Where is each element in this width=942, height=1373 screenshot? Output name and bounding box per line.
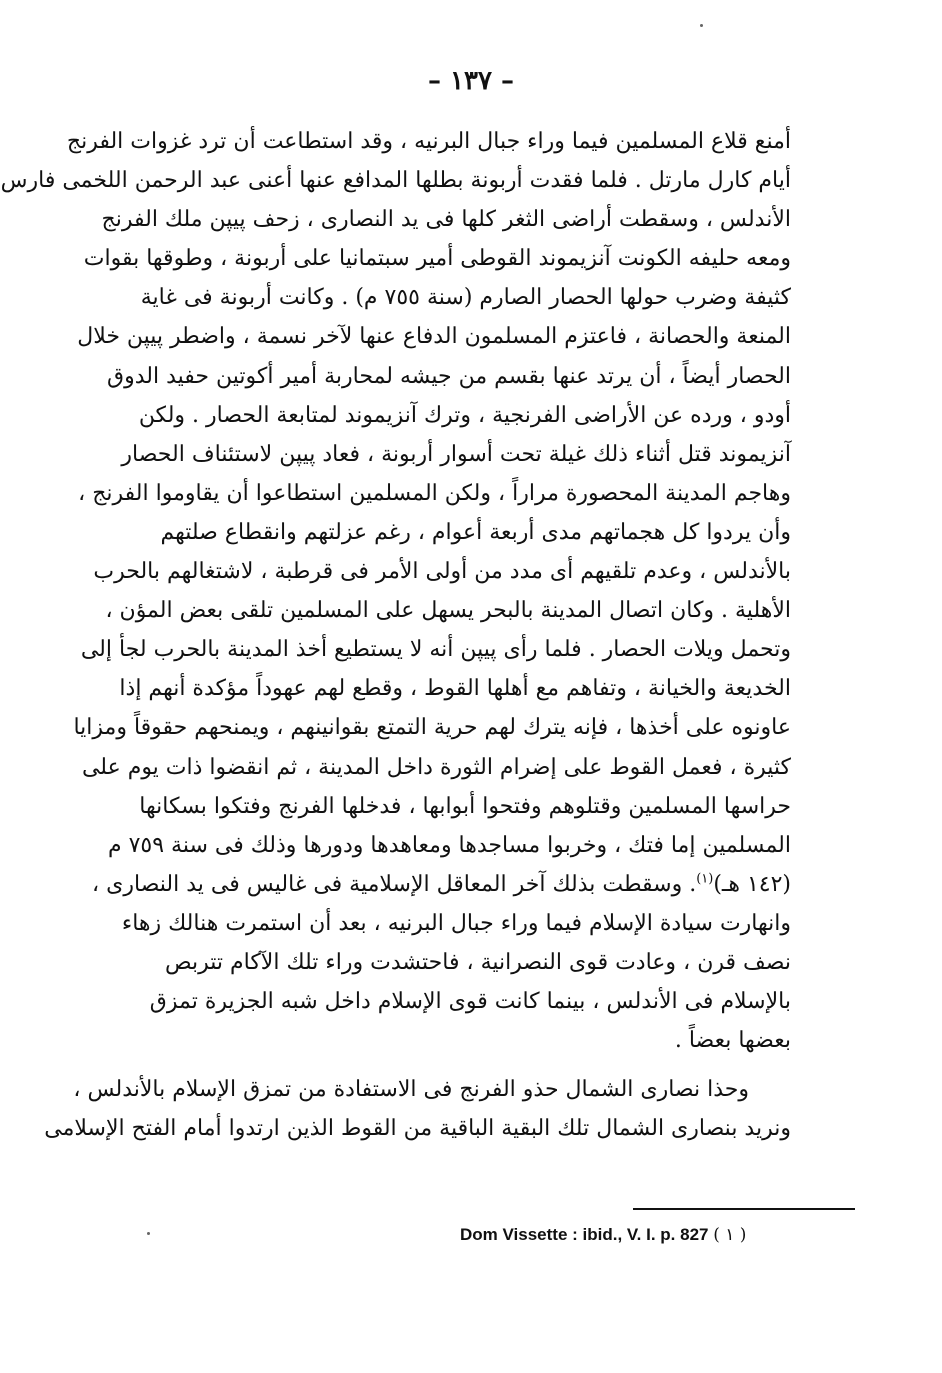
- paragraph-gap: [165, 1060, 791, 1070]
- scan-speck: [147, 1232, 150, 1235]
- text-line: أمنع قلاع المسلمين فيما وراء جبال البرنيه ، وقد استطاعت أن ترد غزوات الفرنج: [66, 129, 791, 154]
- text-line: بعضها بعضاً .: [674, 1028, 791, 1054]
- text-line: المسلمين إما فتك ، وخربوا مساجدها ومعاهدها ودورها وذلك فى سنة ٧٥٩ م: [107, 832, 791, 858]
- text-line: أودو ، ورده عن الأراضى الفرنجية ، وترك آنزيموند لمتابعة الحصار . ولكن: [138, 402, 791, 428]
- hijri-date: (١٤٢ هـ): [713, 871, 791, 897]
- text-line: كثيرة ، فعمل القوط على إضرام الثورة داخل المدينة ، ثم انقضوا ذات يوم على: [81, 754, 791, 780]
- text-line: وأن يردوا كل هجماتهم مدى أربعة أعوام ، رغم عزلتهم وانقطاع صلتهم: [160, 519, 791, 545]
- text-line: الحصار أيضاً ، أن يرتد عنها بقسم من جيشه لمحاربة أمير أكوتين حفيد الدوق: [107, 363, 791, 389]
- text-line: الأهلية . وكان اتصال المدينة بالبحر يسهل على المسلمين تلقى بعض المؤن ،: [105, 598, 791, 624]
- text-line: المنعة والحصانة ، فاعتزم المسلمون الدفاع عنها لآخر نسمة ، واضطر پيپن خلال: [77, 324, 791, 350]
- text-line: الخديعة والخيانة ، وتفاهم مع أهلها القوط ، وقطع لهم عهوداً مؤكدة أنهم إذا: [119, 676, 791, 702]
- text-line: عاونوه على أخذها ، فإنه يترك لهم حرية التمتع بقوانينهم ، ويمنحهم حقوقاً ومزايا: [73, 715, 791, 741]
- text-line: وهاجم المدينة المحصورة مراراً ، ولكن المسلمين استطاعوا أن يقاوموا الفرنج ،: [78, 480, 791, 506]
- text-line: ومعه حليفه الكونت آنزيموند القوطى أمير سبتمانيا على أربونة ، وطوقها بقوات: [83, 246, 791, 272]
- page-number: – ١٣٧ –: [427, 66, 515, 96]
- text-line: ونريد بنصارى الشمال تلك البقية الباقية من القوط الذين ارتدوا أمام الفتح الإسلامى: [44, 1116, 791, 1142]
- text-line: وحذا نصارى الشمال حذو الفرنج فى الاستفادة من تمزق الإسلام بالأندلس ،: [73, 1077, 749, 1103]
- scan-speck: [700, 24, 703, 27]
- text-line: أيام كارل مارتل . فلما فقدت أربونة بطلها المدافع عنها أعنى عبد الرحمن اللخمى فارس: [0, 168, 791, 194]
- footnote-citation: Dom Vissette : ibid., V. I. p. 827: [460, 1225, 709, 1244]
- footnote: [460, 1225, 860, 1245]
- text-line: آنزيموند قتل أثناء ذلك غيلة تحت أسوار أربونة ، فعاد پيپن لاستئناف الحصار: [121, 441, 791, 467]
- text-line: الأندلس ، وسقطت أراضى الثغر كلها فى يد النصارى ، زحف پيپن ملك الفرنج: [101, 207, 791, 233]
- text-line: كثيفة وضرب حولها الحصار الصارم (سنة ٧٥٥ م) . وكانت أربونة فى غاية: [140, 285, 791, 311]
- main-text: [0, 122, 791, 1148]
- text-line: بالأندلس ، وعدم تلقيهم أى مدد من أولى الأمر فى قرطبة ، لاشتغالهم بالحرب: [93, 559, 791, 585]
- text-line: نصف قرن ، وعادت قوى النصرانية ، فاحتشدت وراء تلك الآكام تتربص: [165, 949, 791, 975]
- footnote-number: ( ١ ): [713, 1225, 747, 1245]
- text-line: وانهارت سيادة الإسلام فيما وراء جبال البرنيه ، بعد أن استمرت هنالك زهاء: [121, 910, 791, 936]
- text-line: حراسها المسلمين وقتلوهم وفتحوا أبوابها ، فدخلها الفرنج وفتكوا بسكانها: [139, 793, 791, 819]
- text-line-with-footnote: [92, 865, 791, 904]
- text-line: بالإسلام فى الأندلس ، بينما كانت قوى الإسلام داخل شبه الجزيرة تمزق: [149, 989, 791, 1015]
- footnote-marker[interactable]: (١): [696, 871, 714, 887]
- text-line: وتحمل ويلات الحصار . فلما رأى پيپن أنه لا يستطيع أخذ المدينة بالحرب لجأ إلى: [80, 637, 791, 663]
- line-continuation: . وسقطت بذلك آخر المعاقل الإسلامية فى غاليس فى يد النصارى ،: [92, 871, 697, 897]
- footnote-divider: [633, 1208, 855, 1210]
